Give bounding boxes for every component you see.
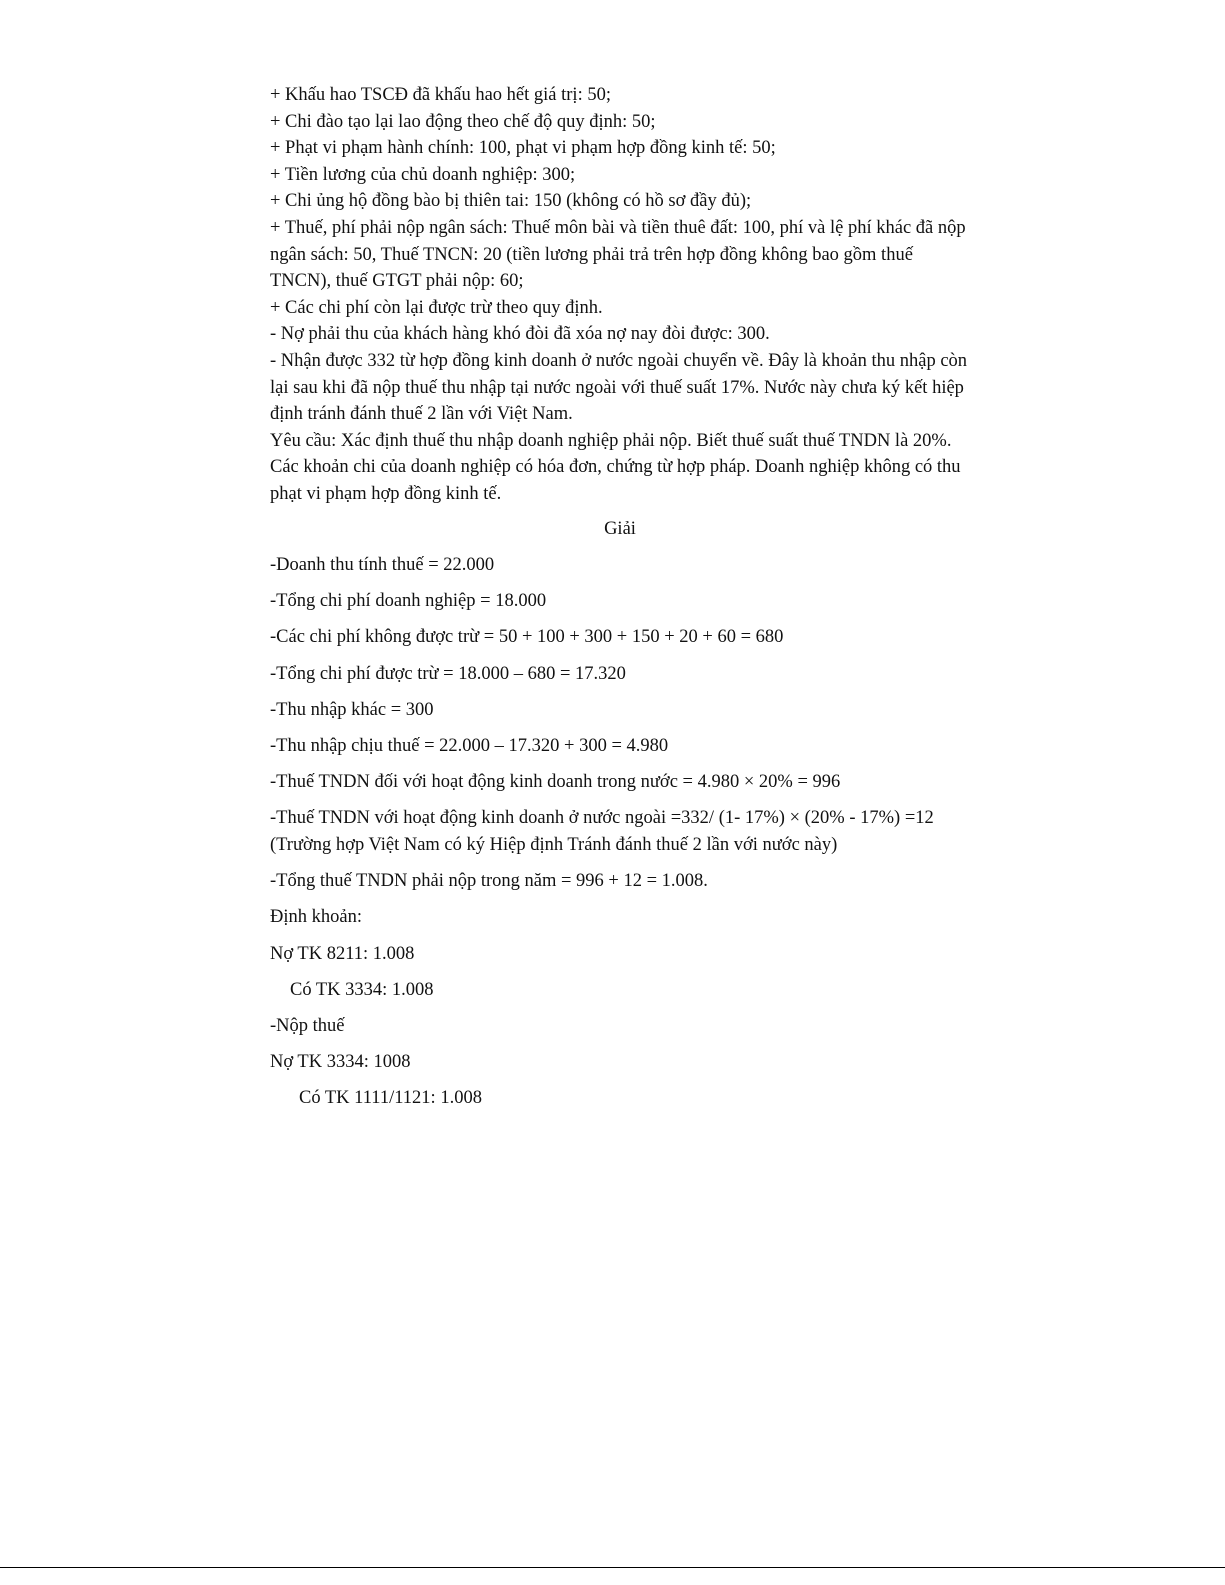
problem-line: + Tiền lương của chủ doanh nghiệp: 300;	[270, 164, 576, 185]
problem-line: + Các chi phí còn lại được trừ theo quy định.	[270, 297, 603, 318]
solution-note: (Trường hợp Việt Nam có ký Hiệp định Tránh đánh thuế 2 lần với nước này)	[270, 835, 838, 855]
solution-title: Giải	[604, 518, 636, 539]
solution-line: -Thuế TNDN với hoạt động kinh doanh ở nước ngoài =332/ (1- 17%) × (20% - 17%) =12	[270, 808, 934, 829]
problem-line: + Khấu hao TSCĐ đã khấu hao hết giá trị: 50;	[270, 85, 611, 105]
problem-line: + Chi ủng hộ đồng bào bị thiên tai: 150 (không có hồ sơ đầy đủ);	[270, 191, 752, 212]
journal-debit-line: Nợ TK 8211: 1.008	[270, 943, 415, 964]
journal-entry-heading: Định khoản:	[270, 907, 362, 928]
page-bottom-divider	[0, 1567, 1225, 1568]
solution-line: -Các chi phí không được trừ = 50 + 100 + 300 + 150 + 20 + 60 = 680	[270, 627, 784, 648]
solution-line: -Tổng thuế TNDN phải nộp trong năm = 996 + 12 = 1.008.	[270, 871, 708, 892]
document-body	[270, 82, 970, 1122]
journal-credit-line: Có TK 3334: 1.008	[290, 979, 434, 1000]
solution-line: -Tổng chi phí doanh nghiệp = 18.000	[270, 591, 547, 612]
solution-line: -Tổng chi phí được trừ = 18.000 – 680 = 17.320	[270, 663, 626, 684]
solution-line: -Thuế TNDN đối với hoạt động kinh doanh trong nước = 4.980 × 20% = 996	[270, 772, 841, 793]
tax-payment-heading: -Nộp thuế	[270, 1015, 345, 1036]
problem-line: + Chi đào tạo lại lao động theo chế độ quy định: 50;	[270, 111, 656, 132]
problem-line: + Phạt vi phạm hành chính: 100, phạt vi phạm hợp đồng kinh tế: 50;	[270, 138, 776, 159]
problem-line: + Thuế, phí phải nộp ngân sách: Thuế môn bài và tiền thuê đất: 100, phí và lệ phí khác đã nộp ngân sách: 50, Thuế TNCN: 20 (tiền lương phải trả trên hợp đồng không bao gồm thuế TNCN), thuế GTGT phải nộp: 60;	[270, 217, 966, 292]
problem-line: - Nợ phải thu của khách hàng khó đòi đã xóa nợ nay đòi được: 300.	[270, 324, 770, 345]
journal-credit-line: Có TK 1111/1121: 1.008	[299, 1088, 482, 1109]
journal-debit-line: Nợ TK 3334: 1008	[270, 1052, 411, 1073]
solution-line: -Thu nhập khác = 300	[270, 699, 434, 720]
problem-line: - Nhận được 332 từ hợp đồng kinh doanh ở nước ngoài chuyển về. Đây là khoản thu nhập còn lại sau khi đã nộp thuế thu nhập tại nước ngoài với thuế suất 17%. Nước này chưa ký kết hiệp định tránh đánh thuế 2 lần với Việt Nam.	[270, 350, 968, 425]
solution-line: -Doanh thu tính thuế = 22.000	[270, 555, 495, 576]
requirement-paragraph: Yêu cầu: Xác định thuế thu nhập doanh nghiệp phải nộp. Biết thuế suất thuế TNDN là 20%. Các khoản chi của doanh nghiệp có hóa đơn, chứng từ hợp pháp. Doanh nghiệp không có thu phạt vi phạm hợp đồng kinh tế.	[270, 430, 961, 504]
solution-line: -Thu nhập chịu thuế = 22.000 – 17.320 + 300 = 4.980	[270, 736, 669, 757]
foreign-tax-block	[270, 805, 970, 858]
